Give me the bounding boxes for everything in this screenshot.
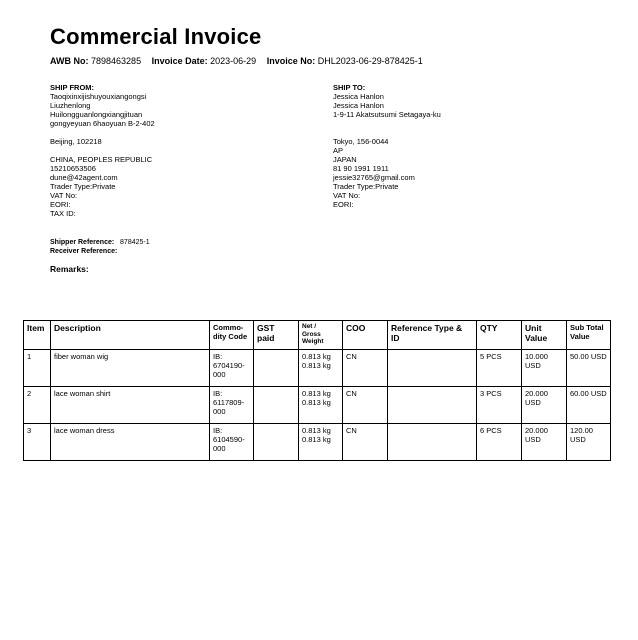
table-row — [24, 424, 611, 461]
header-weight: Net / Gross Weight — [299, 321, 343, 350]
shipper-reference-row — [50, 238, 150, 247]
unit-value-cell: 10.000 USD — [522, 350, 567, 387]
header-unit-value: Unit Value — [522, 321, 567, 350]
ship-to-block — [333, 83, 441, 209]
invoice-meta — [50, 56, 423, 66]
weight-cell: 0.813 kg 0.813 kg — [299, 387, 343, 424]
address-line: TAX ID: — [50, 209, 76, 218]
ship-from-heading: SHIP FROM: — [50, 83, 95, 92]
header-description: Description — [51, 321, 210, 350]
unit-value-cell: 20.000 USD — [522, 424, 567, 461]
reference-cell — [388, 387, 477, 424]
country-of-origin-cell: CN — [343, 424, 388, 461]
address-line: 1-9-11 Akatsutsumi Setagaya-ku — [333, 110, 441, 119]
item-number-cell: 1 — [24, 350, 51, 387]
commodity-code-cell: IB: 6104590- 000 — [210, 424, 254, 461]
commodity-code-cell: IB: 6704190- 000 — [210, 350, 254, 387]
invoice-number-label: Invoice No: — [266, 56, 316, 66]
reference-cell — [388, 350, 477, 387]
item-description-cell: lace woman dress — [51, 424, 210, 461]
awb-label: AWB No: — [50, 56, 89, 66]
ship-to-address — [333, 92, 441, 209]
quantity-cell: 3 PCS — [477, 387, 522, 424]
header-reference: Reference Type & ID — [388, 321, 477, 350]
address-line: jessie32765@gmail.com — [333, 173, 415, 182]
table-row — [24, 387, 611, 424]
ship-from-block — [50, 83, 155, 218]
receiver-reference-label: Receiver Reference: — [50, 248, 118, 255]
address-line: EORI: — [333, 200, 354, 209]
table-row — [24, 350, 611, 387]
invoice-number: DHL2023-06-29-878425-1 — [317, 56, 423, 66]
weight-cell: 0.813 kg 0.813 kg — [299, 424, 343, 461]
address-line: dune@42agent.com — [50, 173, 118, 182]
address-line: Taoqixinxijishuyouxiangongsi — [50, 92, 147, 101]
gst-paid-cell — [254, 387, 299, 424]
unit-value-cell: 20.000 USD — [522, 387, 567, 424]
item-number-cell: 2 — [24, 387, 51, 424]
address-line: Jessica Hanlon — [333, 101, 384, 110]
address-line — [333, 119, 441, 128]
reference-cell — [388, 424, 477, 461]
header-subtotal: Sub Total Value — [567, 321, 611, 350]
address-line: Trader Type:Private — [333, 182, 399, 191]
items-body — [24, 350, 611, 461]
address-line: CHINA, PEOPLES REPUBLIC — [50, 155, 153, 164]
address-line — [50, 146, 155, 155]
address-line: JAPAN — [333, 155, 357, 164]
invoice-date-label: Invoice Date: — [151, 56, 208, 66]
address-line: Jessica Hanlon — [333, 92, 384, 101]
address-line: 15210653506 — [50, 164, 96, 173]
item-description-cell: fiber woman wig — [51, 350, 210, 387]
weight-cell: 0.813 kg 0.813 kg — [299, 350, 343, 387]
awb-number: 7898463285 — [91, 56, 142, 66]
remarks-label: Remarks: — [50, 264, 89, 274]
table-header-row — [24, 321, 611, 350]
country-of-origin-cell: CN — [343, 350, 388, 387]
gst-paid-cell — [254, 350, 299, 387]
quantity-cell: 5 PCS — [477, 350, 522, 387]
commodity-code-cell: IB: 6117809- 000 — [210, 387, 254, 424]
address-line: Huilongguanlongxiangjituan — [50, 110, 143, 119]
country-of-origin-cell: CN — [343, 387, 388, 424]
address-line: Beijing, 102218 — [50, 137, 102, 146]
address-line: Liuzhenlong — [50, 101, 91, 110]
header-gst-paid: GST paid — [254, 321, 299, 350]
receiver-reference-row — [50, 247, 150, 256]
subtotal-value-cell: 50.00 USD — [567, 350, 611, 387]
header-qty: QTY — [477, 321, 522, 350]
items-table — [23, 320, 611, 461]
address-line: 81 90 1991 1911 — [333, 164, 389, 173]
header-coo: COO — [343, 321, 388, 350]
subtotal-value-cell: 120.00 USD — [567, 424, 611, 461]
address-line: EORI: — [50, 200, 71, 209]
references — [50, 238, 150, 256]
address-line: Trader Type:Private — [50, 182, 116, 191]
ship-from-address — [50, 92, 155, 218]
address-line: VAT No: — [50, 191, 78, 200]
gst-paid-cell — [254, 424, 299, 461]
header-commodity-code: Commo- dity Code — [210, 321, 254, 350]
ship-to-heading: SHIP TO: — [333, 83, 366, 92]
address-line — [50, 128, 155, 137]
invoice-date: 2023-06-29 — [210, 56, 257, 66]
item-description-cell: lace woman shirt — [51, 387, 210, 424]
address-line: AP — [333, 146, 344, 155]
quantity-cell: 6 PCS — [477, 424, 522, 461]
address-line: gongyeyuan 6haoyuan B-2-402 — [50, 119, 155, 128]
address-line — [333, 128, 441, 137]
invoice-title: Commercial Invoice — [50, 24, 262, 49]
header-item: Item — [24, 321, 51, 350]
subtotal-value-cell: 60.00 USD — [567, 387, 611, 424]
shipper-reference-label: Shipper Reference: — [50, 239, 115, 246]
address-line: Tokyo, 156-0044 — [333, 137, 389, 146]
shipper-reference-value: 878425-1 — [120, 239, 150, 246]
item-number-cell: 3 — [24, 424, 51, 461]
address-line: VAT No: — [333, 191, 361, 200]
